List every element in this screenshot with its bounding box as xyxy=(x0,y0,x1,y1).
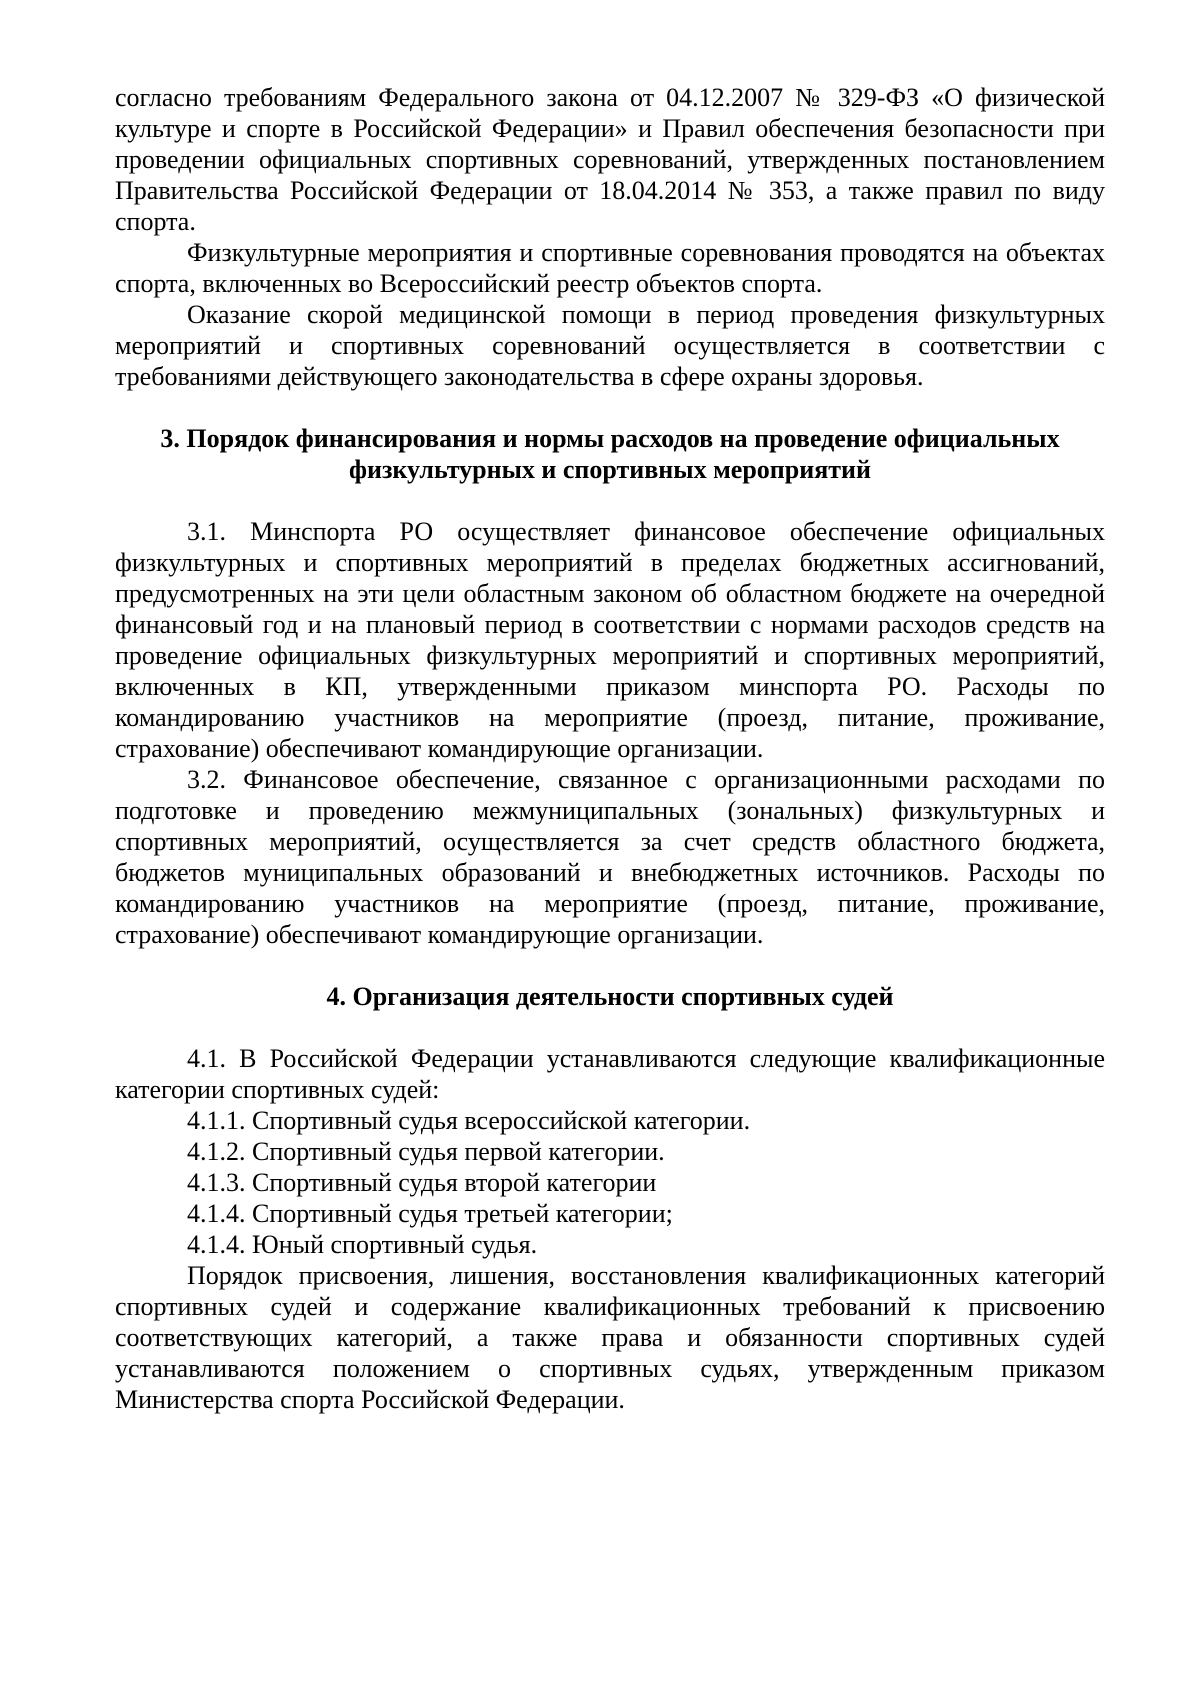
intro-paragraph-3: Оказание скорой медицинской помощи в период проведения физкультурных мероприятий и спортивных соревнований осуществляется в соответствии с требованиями действующего законодательства в сфере охраны здоровья. xyxy=(115,300,1105,391)
section-3-paragraph-2: 3.2. Финансовое обеспечение, связанное с организационными расходами по подготовке и проведению межмуниципальных (зональных) физкультурных и спортивных мероприятий, осуществляется за счет средств областного бюджета, бюджетов муниципальных образований и внебюджетных источников. Расходы по командированию участников на мероприятие (проезд, питание, проживание, страхование) обеспечивают командирующие организации. xyxy=(115,765,1105,949)
category-item-2: 4.1.2. Спортивный судья первой категории. xyxy=(187,1137,665,1166)
section-4-intro: 4.1. В Российской Федерации устанавливаются следующие квалификационные категории спортивных судей: xyxy=(115,1044,1105,1104)
intro-paragraph-1: согласно требованиям Федерального закона от 04.12.2007 № 329-ФЗ «О физической культуре и спорте в Российской Федерации» и Правил обеспечения безопасности при проведении официальных спортивных соревнований, утвержденных постановлением Правительства Российской Федерации от 18.04.2014 № 353, а также правил по виду спорта. xyxy=(115,83,1105,236)
category-item-5: 4.1.4. Юный спортивный судья. xyxy=(187,1230,538,1259)
category-item-3: 4.1.3. Спортивный судья второй категории xyxy=(187,1168,657,1197)
document-body xyxy=(115,82,1105,1415)
category-item-1: 4.1.1. Спортивный судья всероссийской категории. xyxy=(187,1106,751,1135)
section-4-heading: 4. Организация деятельности спортивных судей xyxy=(326,982,894,1011)
section-4 xyxy=(115,981,1105,1415)
section-3-paragraph-1: 3.1. Минспорта РО осуществляет финансовое обеспечение официальных физкультурных и спортивных мероприятий в пределах бюджетных ассигнований, предусмотренных на эти цели областным законом об областном бюджете на очередной финансовый год и на плановый период в соответствии с нормами расходов средств на проведение официальных физкультурных мероприятий и спортивных мероприятий, включенных в КП, утвержденными приказом минспорта РО. Расходы по командированию участников на мероприятие (проезд, питание, проживание, страхование) обеспечивают командирующие организации. xyxy=(115,517,1105,763)
section-3-heading xyxy=(115,423,1105,485)
section-3 xyxy=(115,423,1105,950)
section-3-heading-line-2: физкультурных и спортивных мероприятий xyxy=(348,455,872,484)
intro-paragraph-2: Физкультурные мероприятия и спортивные соревнования проводятся на объектах спорта, включенных во Всероссийский реестр объектов спорта. xyxy=(115,238,1105,298)
section-4-closing: Порядок присвоения, лишения, восстановления квалификационных категорий спортивных судей и содержание квалификационных требований к присвоению соответствующих категорий, а также права и обязанности спортивных судей устанавливаются положением о спортивных судьях, утвержденным приказом Министерства спорта Российской Федерации. xyxy=(115,1261,1105,1414)
category-item-4: 4.1.4. Спортивный судья третьей категории; xyxy=(187,1199,673,1228)
section-3-heading-line-1: 3. Порядок финансирования и нормы расходов на проведение официальных xyxy=(160,424,1060,453)
